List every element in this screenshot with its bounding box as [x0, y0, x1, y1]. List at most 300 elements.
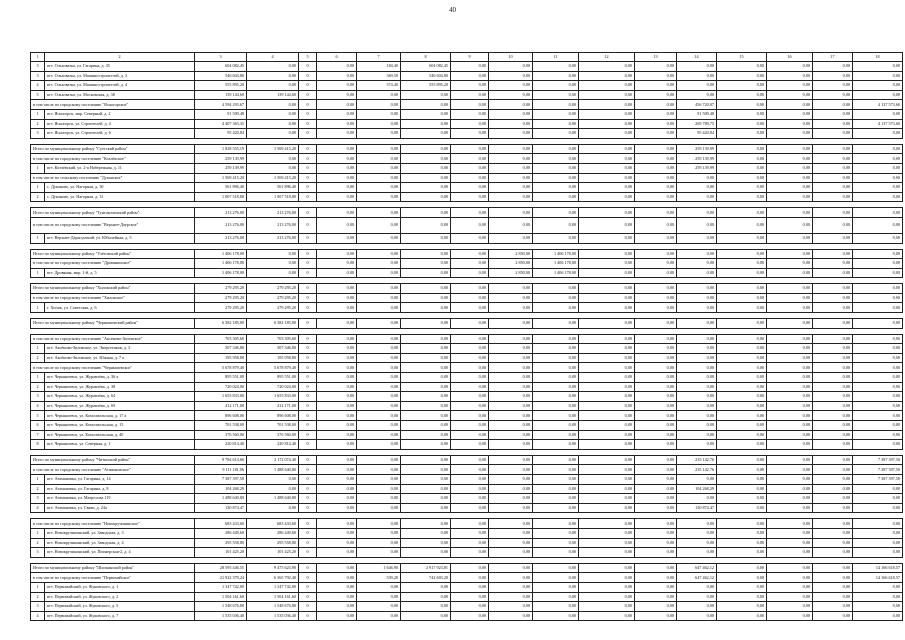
value-cell: 0,00: [767, 100, 813, 110]
value-cell: 0,00: [767, 129, 813, 139]
value-cell: 0,00: [579, 62, 635, 72]
value-cell: 0,00: [401, 163, 451, 173]
value-cell: 0: [299, 401, 317, 411]
table-row: [31, 494, 903, 504]
value-cell: 0,00: [357, 392, 401, 402]
value-cell: 0,00: [677, 284, 717, 294]
value-cell: 507 346,80: [247, 344, 299, 354]
value-cell: 0,00: [401, 192, 451, 202]
value-cell: 0: [299, 582, 317, 592]
value-cell: 0,00: [635, 382, 677, 392]
value-cell: 1 488 640,80: [195, 494, 247, 504]
value-cell: 0,00: [533, 430, 579, 440]
value-cell: 0,00: [635, 474, 677, 484]
table-row: [31, 353, 903, 363]
value-cell: 1 488 640,80: [247, 494, 299, 504]
value-cell: 0,00: [533, 90, 579, 100]
value-cell: 0,00: [717, 382, 767, 392]
value-cell: 0,00: [813, 430, 853, 440]
value-cell: 0,00: [717, 401, 767, 411]
value-cell: 0,00: [635, 129, 677, 139]
value-cell: 0,00: [451, 129, 489, 139]
value-cell: 0,00: [579, 303, 635, 313]
row-number: 3: [31, 602, 45, 612]
value-cell: 0,00: [533, 192, 579, 202]
value-cell: 213 276,00: [195, 217, 247, 233]
value-cell: 412 171,00: [195, 401, 247, 411]
group-name-cell: в том числе по городскому поселению "Первомайское": [31, 573, 195, 583]
value-cell: 0,00: [247, 163, 299, 173]
value-cell: 0,00: [717, 192, 767, 202]
value-cell: 0: [299, 71, 317, 81]
value-cell: 0,00: [717, 129, 767, 139]
value-cell: 683 433,60: [247, 519, 299, 529]
row-number: 1: [31, 303, 45, 313]
value-cell: 0,00: [767, 382, 813, 392]
value-cell: 0,00: [853, 208, 903, 218]
value-cell: 0,00: [635, 353, 677, 363]
value-cell: 0,00: [489, 154, 533, 164]
value-cell: 0,00: [401, 303, 451, 313]
value-cell: 1 504 161,60: [247, 592, 299, 602]
value-cell: 0,00: [717, 503, 767, 513]
value-cell: 0,00: [451, 249, 489, 259]
value-cell: 0,00: [357, 602, 401, 612]
value-cell: 0,00: [767, 484, 813, 494]
group-name-cell: Итого по муниципальному району "Шилкинский район": [31, 563, 195, 573]
value-cell: 0,00: [317, 401, 357, 411]
address-cell: пгт. Верхнее-Дарасунский, ул. Юбилейная, д. 5: [45, 233, 195, 243]
value-cell: 0,00: [853, 519, 903, 529]
value-cell: 0,00: [317, 217, 357, 233]
value-cell: 0,00: [451, 268, 489, 278]
value-cell: 0,00: [813, 538, 853, 548]
table-row: [31, 119, 903, 129]
value-cell: 0,00: [853, 303, 903, 313]
value-cell: 0,00: [451, 455, 489, 465]
value-cell: 0,00: [717, 303, 767, 313]
column-number: 17: [813, 53, 853, 62]
value-cell: 0,00: [489, 548, 533, 558]
value-cell: 0,00: [579, 592, 635, 602]
value-cell: 0,00: [533, 538, 579, 548]
value-cell: 0,00: [635, 90, 677, 100]
value-cell: 0,00: [533, 440, 579, 450]
value-cell: 0,00: [635, 249, 677, 259]
value-cell: 14 166 618,57: [853, 563, 903, 573]
value-cell: 0,00: [357, 421, 401, 431]
value-cell: 1 406 178,00: [533, 259, 579, 269]
value-cell: 0,00: [451, 163, 489, 173]
value-cell: 0,00: [717, 217, 767, 233]
value-cell: 0,00: [317, 344, 357, 354]
value-cell: 0,00: [401, 129, 451, 139]
value-cell: 0,00: [767, 259, 813, 269]
value-cell: 0,00: [813, 81, 853, 91]
value-cell: 0,00: [401, 548, 451, 558]
value-cell: 0,00: [813, 503, 853, 513]
value-cell: 0,00: [533, 217, 579, 233]
value-cell: 0,00: [635, 81, 677, 91]
value-cell: 4 594 293,67: [195, 100, 247, 110]
value-cell: 0,00: [635, 62, 677, 72]
value-cell: 0,00: [533, 573, 579, 583]
value-cell: 0,00: [767, 528, 813, 538]
value-cell: 0,00: [635, 100, 677, 110]
address-cell: пгт. Атамановка, ул. Гагарина, д. 14: [45, 474, 195, 484]
value-cell: 0,00: [489, 382, 533, 392]
value-cell: 0,00: [717, 268, 767, 278]
value-cell: 0,00: [767, 465, 813, 475]
value-cell: 91 509,48: [677, 109, 717, 119]
value-cell: 1 535 036,40: [195, 611, 247, 621]
value-cell: 0,00: [767, 284, 813, 294]
group-name-cell: в том числе по городскому поселению "Верхнее-Даурское": [31, 217, 195, 233]
value-cell: 259 139,99: [677, 144, 717, 154]
value-cell: 0: [299, 154, 317, 164]
value-cell: 259 139,99: [195, 163, 247, 173]
value-cell: 0,00: [489, 208, 533, 218]
value-cell: 0,00: [853, 494, 903, 504]
value-cell: 555 895,20: [195, 81, 247, 91]
value-cell: 139 144,60: [247, 90, 299, 100]
value-cell: 0,00: [717, 592, 767, 602]
value-cell: 720 024,00: [195, 382, 247, 392]
value-cell: 0,00: [489, 81, 533, 91]
value-cell: 0,00: [533, 611, 579, 621]
value-cell: 0,00: [451, 71, 489, 81]
value-cell: 0,00: [579, 268, 635, 278]
value-cell: 0,00: [489, 173, 533, 183]
value-cell: 0,00: [853, 373, 903, 383]
value-cell: 0,00: [401, 233, 451, 243]
value-cell: 0,00: [533, 334, 579, 344]
value-cell: 0,00: [767, 363, 813, 373]
value-cell: 0,00: [767, 233, 813, 243]
table-row: [31, 233, 903, 243]
value-cell: 0,00: [533, 129, 579, 139]
value-cell: 0,00: [813, 563, 853, 573]
settlement-subtotal-row: [31, 217, 903, 233]
value-cell: 0: [299, 392, 317, 402]
value-cell: 0,00: [533, 183, 579, 193]
value-cell: 0,00: [767, 303, 813, 313]
value-cell: 0,00: [813, 268, 853, 278]
value-cell: 0,00: [767, 611, 813, 621]
address-cell: пгт. Новокручининский, ул. Заводская, д. 4: [45, 538, 195, 548]
group-name-cell: в том числе по городскому поселению "Новокручининское": [31, 519, 195, 529]
value-cell: 0: [299, 293, 317, 303]
value-cell: 0,00: [853, 411, 903, 421]
value-cell: 0,00: [853, 259, 903, 269]
address-cell: пгт. Ольховатка, ул. Машиностроителей, д. 3: [45, 71, 195, 81]
value-cell: 0: [299, 217, 317, 233]
value-cell: 0,00: [579, 163, 635, 173]
value-cell: 0,00: [579, 440, 635, 450]
value-cell: 130 874,47: [677, 503, 717, 513]
row-number: 1: [31, 109, 45, 119]
value-cell: 647 462,12: [677, 573, 717, 583]
value-cell: 0,00: [677, 363, 717, 373]
row-number: 1: [31, 373, 45, 383]
value-cell: 0,00: [853, 173, 903, 183]
value-cell: 184,40: [357, 62, 401, 72]
value-cell: 0,00: [357, 249, 401, 259]
value-cell: 0,00: [635, 71, 677, 81]
value-cell: 0,00: [767, 173, 813, 183]
value-cell: 0,00: [489, 573, 533, 583]
group-name-cell: Итого по муниципальному району "Хилокский район": [31, 284, 195, 294]
value-cell: 0,00: [357, 465, 401, 475]
value-cell: 0,00: [579, 494, 635, 504]
value-cell: 213 276,00: [247, 217, 299, 233]
value-cell: 0,00: [813, 163, 853, 173]
value-cell: 220 814,40: [195, 440, 247, 450]
value-cell: 0,00: [767, 455, 813, 465]
value-cell: 0,00: [853, 484, 903, 494]
value-cell: 0,00: [853, 611, 903, 621]
address-cell: пгт. Чернышевск, ул. Комсомольская, д. 15: [45, 421, 195, 431]
value-cell: 0,00: [357, 100, 401, 110]
address-cell: с. Дуканово, ул. Нагорная, д. 31: [45, 192, 195, 202]
value-cell: 0,00: [813, 455, 853, 465]
value-cell: 0,00: [451, 373, 489, 383]
address-cell: г. Хилок, ул. Советская, д. 6: [45, 303, 195, 313]
value-cell: 7 387 397,50: [853, 465, 903, 475]
settlement-subtotal-row: [31, 363, 903, 373]
value-cell: 0,00: [489, 474, 533, 484]
value-cell: 0,00: [533, 563, 579, 573]
value-cell: 0,00: [813, 259, 853, 269]
value-cell: 0,00: [401, 528, 451, 538]
value-cell: 0,00: [853, 602, 903, 612]
value-cell: 0,00: [717, 528, 767, 538]
value-cell: 0,00: [247, 484, 299, 494]
value-cell: 0,00: [635, 401, 677, 411]
value-cell: 0,00: [635, 592, 677, 602]
value-cell: 0: [299, 259, 317, 269]
row-number: 4: [31, 401, 45, 411]
value-cell: 0,00: [717, 154, 767, 164]
value-cell: 2 172 074,40: [247, 455, 299, 465]
value-cell: 0: [299, 382, 317, 392]
value-cell: 0,00: [853, 421, 903, 431]
column-number: 3: [195, 53, 247, 62]
value-cell: 0,00: [767, 293, 813, 303]
value-cell: 195 958,80: [247, 353, 299, 363]
value-cell: 0,00: [813, 183, 853, 193]
value-cell: 0,00: [247, 81, 299, 91]
value-cell: 555 895,20: [401, 81, 451, 91]
value-cell: 0,00: [357, 217, 401, 233]
value-cell: 139 144,60: [195, 90, 247, 100]
value-cell: 0,00: [401, 602, 451, 612]
column-number: 9: [451, 53, 489, 62]
column-number: 11: [533, 53, 579, 62]
value-cell: 0,00: [401, 109, 451, 119]
value-cell: 0,00: [813, 192, 853, 202]
value-cell: 0,00: [317, 363, 357, 373]
value-cell: 0,00: [767, 421, 813, 431]
value-cell: 0: [299, 611, 317, 621]
value-cell: 574,40: [357, 81, 401, 91]
value-cell: 0,00: [533, 109, 579, 119]
value-cell: 0,00: [579, 602, 635, 612]
value-cell: 0,00: [451, 319, 489, 329]
value-cell: 0,00: [813, 154, 853, 164]
value-cell: 0,00: [489, 71, 533, 81]
value-cell: 0,00: [635, 455, 677, 465]
value-cell: 0,00: [717, 284, 767, 294]
address-cell: пгт. Ольховатка, ул. Гагарина, д. 45: [45, 62, 195, 72]
value-cell: 0,00: [717, 249, 767, 259]
group-name-cell: в том числе по сельскому поселению "Дуканское": [31, 173, 195, 183]
value-cell: 0: [299, 573, 317, 583]
value-cell: 0,00: [813, 233, 853, 243]
value-cell: 0,00: [717, 173, 767, 183]
value-cell: 0,00: [853, 538, 903, 548]
value-cell: 0,00: [401, 249, 451, 259]
value-cell: 0,00: [357, 259, 401, 269]
value-cell: 0,00: [451, 81, 489, 91]
value-cell: 0,00: [635, 548, 677, 558]
value-cell: 0,00: [853, 192, 903, 202]
value-cell: 4 137 573,60: [853, 119, 903, 129]
value-cell: 0,00: [579, 109, 635, 119]
value-cell: 0,00: [853, 334, 903, 344]
value-cell: 0,00: [451, 582, 489, 592]
value-cell: 0,00: [635, 109, 677, 119]
value-cell: 0,00: [677, 249, 717, 259]
table-row: [31, 192, 903, 202]
value-cell: 0,00: [533, 503, 579, 513]
value-cell: 0,00: [533, 119, 579, 129]
value-cell: 0,00: [767, 548, 813, 558]
value-cell: 0,00: [247, 259, 299, 269]
value-cell: 0,00: [317, 353, 357, 363]
value-cell: 0,00: [579, 259, 635, 269]
value-cell: 0,00: [579, 421, 635, 431]
value-cell: 0,00: [717, 100, 767, 110]
value-cell: 0,00: [317, 538, 357, 548]
value-cell: 0,00: [451, 100, 489, 110]
value-cell: 0,00: [401, 344, 451, 354]
value-cell: 0: [299, 144, 317, 154]
value-cell: 0: [299, 494, 317, 504]
value-cell: 259 139,99: [195, 154, 247, 164]
value-cell: 0,00: [717, 259, 767, 269]
value-cell: 0,00: [767, 144, 813, 154]
value-cell: 0,00: [401, 334, 451, 344]
value-cell: 0,00: [853, 319, 903, 329]
value-cell: 1 406 178,00: [533, 249, 579, 259]
value-cell: 0,00: [635, 268, 677, 278]
value-cell: 0,00: [317, 319, 357, 329]
value-cell: 9 111 181,06: [195, 465, 247, 475]
value-cell: 0,00: [853, 163, 903, 173]
value-cell: 0,00: [579, 233, 635, 243]
value-cell: 0,00: [357, 440, 401, 450]
value-cell: 0,00: [451, 284, 489, 294]
value-cell: 0,00: [357, 592, 401, 602]
address-cell: пгт. Первомайский, ул. Жуковского, д. 5: [45, 602, 195, 612]
value-cell: 0,00: [451, 503, 489, 513]
value-cell: 0: [299, 353, 317, 363]
value-cell: 0,00: [357, 334, 401, 344]
value-cell: 0,00: [357, 129, 401, 139]
table-row: [31, 401, 903, 411]
value-cell: 279 295,20: [247, 293, 299, 303]
table-row: [31, 81, 903, 91]
value-cell: 0,00: [579, 392, 635, 402]
row-number: 3: [31, 62, 45, 72]
settlement-subtotal-row: [31, 465, 903, 475]
value-cell: 0,00: [717, 440, 767, 450]
value-cell: 0,00: [813, 208, 853, 218]
value-cell: 0,00: [357, 90, 401, 100]
value-cell: 0,00: [401, 119, 451, 129]
value-cell: 0,00: [357, 192, 401, 202]
value-cell: 0,00: [401, 284, 451, 294]
value-cell: 0,00: [357, 163, 401, 173]
value-cell: 0,00: [717, 465, 767, 475]
value-cell: 0,00: [317, 573, 357, 583]
value-cell: 295 558,80: [195, 538, 247, 548]
address-cell: пгт. Аксёново-Зиловское, ул. Южная, д. 7 а: [45, 353, 195, 363]
value-cell: 0: [299, 62, 317, 72]
value-cell: 0,00: [635, 392, 677, 402]
value-cell: 0,00: [317, 284, 357, 294]
value-cell: 0,00: [533, 344, 579, 354]
value-cell: 0,00: [717, 62, 767, 72]
value-cell: 0,00: [401, 440, 451, 450]
value-cell: 0,00: [489, 119, 533, 129]
value-cell: 1 406 178,00: [195, 249, 247, 259]
value-cell: 0,00: [853, 503, 903, 513]
value-cell: 0,00: [717, 548, 767, 558]
value-cell: 0: [299, 421, 317, 431]
table-row: [31, 303, 903, 313]
value-cell: 0,00: [357, 538, 401, 548]
value-cell: 0,00: [489, 90, 533, 100]
value-cell: 0,00: [635, 373, 677, 383]
value-cell: 0,00: [533, 154, 579, 164]
group-name-cell: в том числе по городскому поселению "Дровянинское": [31, 259, 195, 269]
value-cell: 0,00: [401, 484, 451, 494]
value-cell: 213 276,00: [247, 208, 299, 218]
column-number: 7: [357, 53, 401, 62]
value-cell: 0,00: [717, 430, 767, 440]
value-cell: 0,00: [451, 474, 489, 484]
value-cell: 0,00: [533, 484, 579, 494]
table-row: [31, 411, 903, 421]
value-cell: 0,00: [451, 484, 489, 494]
value-cell: 0,00: [813, 100, 853, 110]
table-row: [31, 592, 903, 602]
settlement-subtotal-row: [31, 293, 903, 303]
value-cell: 0,00: [489, 284, 533, 294]
value-cell: 0,00: [767, 268, 813, 278]
value-cell: 546 604,80: [401, 71, 451, 81]
value-cell: 0,00: [401, 90, 451, 100]
column-number: 15: [717, 53, 767, 62]
row-number: 2: [31, 382, 45, 392]
value-cell: 0,00: [451, 392, 489, 402]
value-cell: 604 082,45: [401, 62, 451, 72]
value-cell: 0,00: [813, 548, 853, 558]
value-cell: 0,00: [357, 382, 401, 392]
value-cell: 0,00: [317, 259, 357, 269]
